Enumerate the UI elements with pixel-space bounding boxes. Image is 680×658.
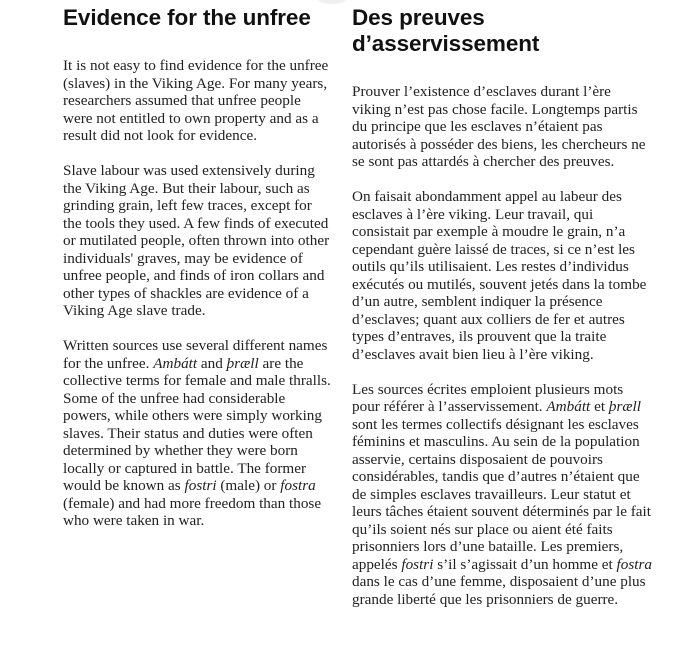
text-segment: Les sources écrites emploient plusieurs mots pour référer à l’asservissement. (352, 380, 624, 415)
french-column (352, 5, 652, 626)
text-segment: and (197, 354, 227, 372)
term-thraell: þræll (226, 354, 259, 372)
english-column (63, 5, 333, 547)
page-curl-shadow (318, 0, 346, 4)
french-paragraph-3 (352, 381, 652, 609)
english-title: Evidence for the unfree (63, 5, 311, 30)
english-paragraph-1: It is not easy to find evidence for the unfree (slaves) in the Viking Age. For many years, researchers assumed that unfree people were not entitled to own property and as a result did not look for evidence. (63, 57, 329, 144)
term-ambatt: Ambátt (546, 398, 591, 415)
english-paragraph-2: Slave labour was used extensively during the Viking Age. But their labour, such as grinding grain, left few traces, except for the tools they used. A few finds of executed or mutilated people, often thrown into other individuals' graves, may be evidence of unfree people, and finds of iron collars and other types of shackles are evidence of a Viking Age slave trade. (63, 162, 330, 319)
term-thraell: þræll (608, 398, 641, 415)
term-fostri: fostri (401, 555, 434, 573)
text-segment: dans le cas d’une femme, disposaient d’une plus grande liberté que les prisonniers de guerre. (352, 573, 646, 608)
english-paragraph-3 (63, 337, 333, 530)
french-paragraph-1: Prouver l’existence d’esclaves durant l’ère viking n’est pas chose facile. Longtemps partis du principe que les esclaves n’étaient pas autorisés à posséder des biens, les chercheurs ne se sont pas attardés à chercher des preuves. (352, 83, 646, 170)
text-segment: (female) and had more freedom than those who were taken in war. (63, 494, 322, 529)
text-segment: et (590, 398, 609, 415)
french-title: Des preuves d’asservissement (352, 5, 540, 56)
text-segment: Written sources use several different names for the unfree. (63, 337, 328, 372)
text-segment: (male) or (216, 477, 281, 494)
text-segment: are the collective terms for female and male thralls. Some of the unfree had considerable powers, while others were simply working slaves. Their status and duties were often determined by whether they were born locally or captured in battle. The former would be known as (63, 354, 331, 494)
text-segment: sont les termes collectifs désignant les esclaves féminins et masculins. Au sein de la population asservie, certains disposaient de pouvoirs considérables, tandis que d’autres n’étaient que de simples esclaves travailleurs. Leur statut et leurs tâches étaient souvent déterminés par le fait qu’ils soient nés sur place ou aient été faits prisonniers lors d’une bataille. Les premiers, appelés (352, 415, 651, 573)
term-ambatt: Ambátt (153, 354, 198, 372)
french-paragraph-2: On faisait abondamment appel au labeur des esclaves à l’ère viking. Leur travail, qui consistait par exemple à moudre le grain, n’a cependant guère laissé de traces, si ce n’est les outils qu’ils utilisaient. Les restes d’individus exécutés ou mutilés, souvent jetés dans la tombe d’un autre, semblent indiquer la présence d’esclaves; quant aux colliers de fer et autres types d’entraves, ils prouvent que la traite d’esclaves avait bien lieu à l’ère viking. (352, 188, 647, 363)
term-fostra: fostra (616, 555, 652, 573)
term-fostra: fostra (280, 477, 316, 494)
term-fostri: fostri (184, 477, 217, 494)
text-segment: s’il s’agissait d’un homme et (433, 555, 617, 573)
